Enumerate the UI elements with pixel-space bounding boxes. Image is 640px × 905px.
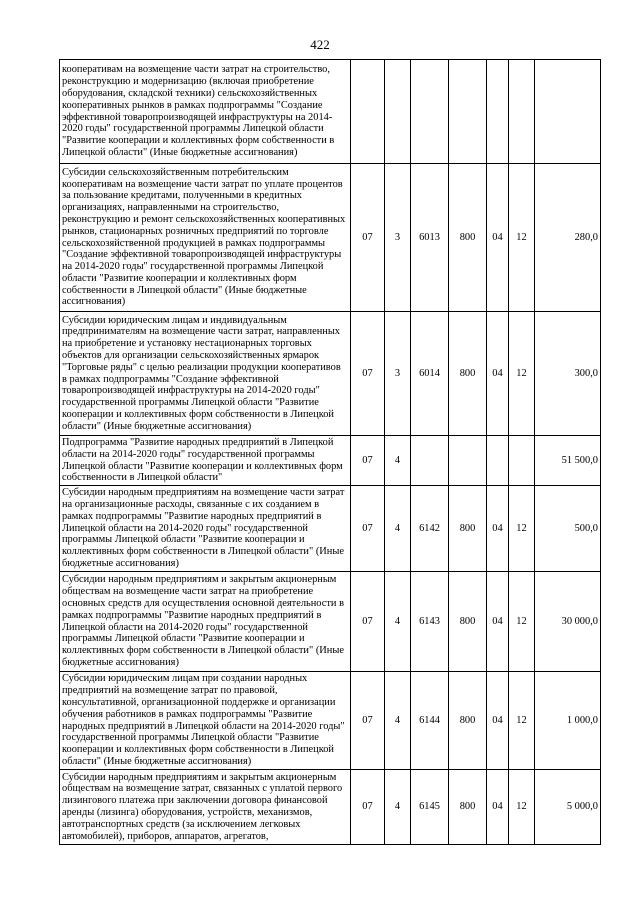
row-subprogram: 3 [385,312,411,436]
table-row [60,486,601,572]
row-section: 07 [351,164,385,312]
row-expense-type: 800 [449,770,487,845]
row-section [351,60,385,164]
row-subsection: 04 [487,312,509,436]
row-subprogram: 4 [385,572,411,672]
row-amount: 280,0 [535,164,601,312]
row-section: 07 [351,436,385,486]
row-amount: 300,0 [535,312,601,436]
row-code: 6145 [411,770,449,845]
row-code [411,60,449,164]
row-subprogram: 3 [385,164,411,312]
table-row [60,572,601,672]
row-expense-type: 800 [449,672,487,770]
row-item: 12 [509,770,535,845]
row-item: 12 [509,164,535,312]
row-code: 6143 [411,572,449,672]
row-amount: 51 500,0 [535,436,601,486]
row-item [509,436,535,486]
row-name: кооперативам на возмещение части затрат на строительство, реконструкцию и модернизацию (включая приобретение оборудования, складской техники) сельскохозяйственных кооперативных рынков в рамках подпрограммы "Создание эффективной товаропроизводящей инфраструктуры на 2014-2020 годы" государственной программы Липецкой области "Развитие кооперации и коллективных форм собственности в Липецкой области" (Иные бюджетные ассигнования) [60,60,351,164]
row-section: 07 [351,672,385,770]
table-row [60,436,601,486]
row-name: Субсидии народным предприятиям и закрытым акционерным обществам на возмещение части затрат на приобретение основных средств для осуществления основной деятельности в рамках подпрограммы "Развитие народных предприятий в Липецкой области на 2014-2020 годы" государственной программы Липецкой области "Развитие кооперации и коллективных форм собственности в Липецкой области" (Иные бюджетные ассигнования) [60,572,351,672]
row-name: Подпрограмма "Развитие народных предприятий в Липецкой области на 2014-2020 годы" государственной программы Липецкой области "Развитие кооперации и коллективных форм собственности в Липецкой области" [60,436,351,486]
row-amount: 5 000,0 [535,770,601,845]
row-code: 6014 [411,312,449,436]
row-amount [535,60,601,164]
row-subsection: 04 [487,572,509,672]
row-item: 12 [509,486,535,572]
row-expense-type [449,436,487,486]
row-expense-type: 800 [449,312,487,436]
row-name: Субсидии сельскохозяйственным потребительским кооперативам на возмещение части затрат по уплате процентов за пользование кредитами, полученными в кредитных организациях, направленными на строительство, реконструкцию и ремонт сельскохозяйственных кооперативных рынков, стационарных розничных предприятий по торговле сельскохозяйственной продукцией в рамках подпрограммы "Создание эффективной товаропроизводящей инфраструктуры на 2014-2020 годы" государственной программы Липецкой области "Развитие кооперации и коллективных форм собственности в Липецкой области" (Иные бюджетные ассигнования) [60,164,351,312]
row-section: 07 [351,572,385,672]
table-row [60,164,601,312]
row-code [411,436,449,486]
row-subprogram: 4 [385,436,411,486]
row-code: 6013 [411,164,449,312]
row-subsection: 04 [487,164,509,312]
row-subsection: 04 [487,672,509,770]
row-subprogram: 4 [385,486,411,572]
row-subprogram: 4 [385,672,411,770]
row-name: Субсидии юридическим лицам при создании народных предприятий на возмещение затрат по правовой, консультативной, организационной поддержке и организации обучения работников в рамках подпрограммы "Развитие народных предприятий в Липецкой области на 2014-2020 годы" государственной программы Липецкой области "Развитие кооперации и коллективных форм собственности в Липецкой области" (Иные бюджетные ассигнования) [60,672,351,770]
row-amount: 500,0 [535,486,601,572]
table-row [60,672,601,770]
row-amount: 30 000,0 [535,572,601,672]
table-row [60,60,601,164]
row-item: 12 [509,312,535,436]
row-item [509,60,535,164]
row-code: 6144 [411,672,449,770]
row-subsection [487,60,509,164]
table-row [60,312,601,436]
row-expense-type: 800 [449,572,487,672]
row-subprogram [385,60,411,164]
row-amount: 1 000,0 [535,672,601,770]
row-subprogram: 4 [385,770,411,845]
row-name: Субсидии народным предприятиям на возмещение части затрат на организационные расходы, связанные с их созданием в рамках подпрограммы "Развитие народных предприятий в Липецкой области на 2014-2020 годы" государственной программы Липецкой области "Развитие кооперации и коллективных форм собственности в Липецкой области" (Иные бюджетные ассигнования) [60,486,351,572]
row-item: 12 [509,672,535,770]
row-subsection [487,436,509,486]
budget-table [59,59,601,845]
row-subsection: 04 [487,770,509,845]
row-subsection: 04 [487,486,509,572]
row-expense-type [449,60,487,164]
table-row [60,770,601,845]
page-number: 422 [310,37,330,52]
row-item: 12 [509,572,535,672]
row-name: Субсидии юридическим лицам и индивидуальным предпринимателям на возмещение части затрат, направленных на приобретение и установку нестационарных торговых объектов для организации сельскохозяйственных ярмарок "Торговые ряды" с целью реализации продукции кооперативов в рамках подпрограммы "Создание эффективной товаропроизводящей инфраструктуры на 2014-2020 годы" государственной программы Липецкой области "Развитие кооперации и коллективных форм собственности в Липецкой области" (Иные бюджетные ассигнования) [60,312,351,436]
row-expense-type: 800 [449,486,487,572]
row-section: 07 [351,770,385,845]
row-name: Субсидии народным предприятиям и закрытым акционерным обществам на возмещение затрат, связанных с уплатой первого лизингового платежа при заключении договора финансовой аренды (лизинга) оборудования, устройств, механизмов, автотранспортных средств (за исключением легковых автомобилей), приборов, аппаратов, агрегатов, [60,770,351,845]
row-section: 07 [351,312,385,436]
row-expense-type: 800 [449,164,487,312]
row-code: 6142 [411,486,449,572]
row-section: 07 [351,486,385,572]
